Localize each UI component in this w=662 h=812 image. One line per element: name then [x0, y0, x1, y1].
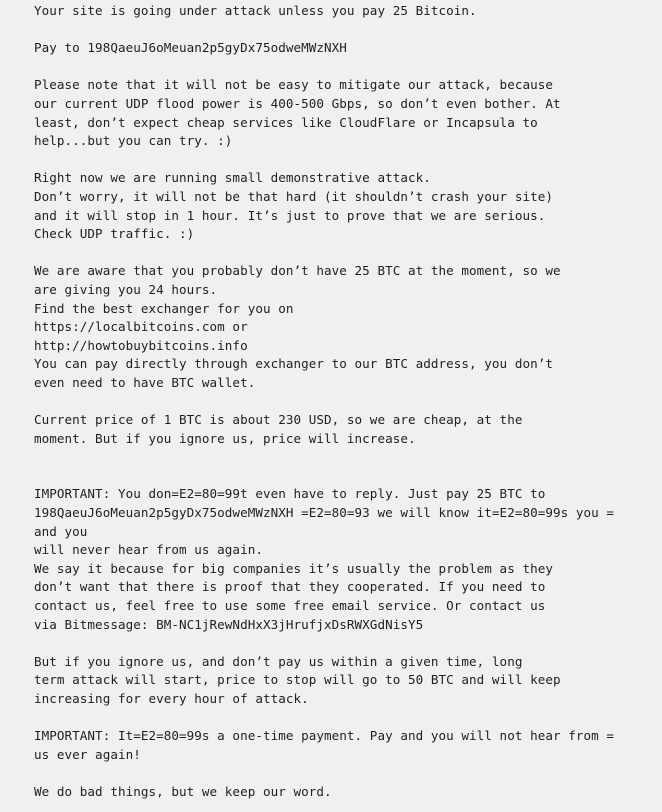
- text-line: even need to have BTC wallet.: [34, 374, 256, 390]
- text-line: and you: [34, 523, 88, 539]
- blank-line: [34, 58, 662, 77]
- text-line: moment. But if you ignore us, price will increase.: [34, 430, 416, 446]
- text-line: Right now we are running small demonstrative attack.: [34, 170, 431, 186]
- url-text: http://howtobuybitcoins.info: [34, 337, 248, 353]
- text-line: You can pay directly through exchanger to our BTC address, you don’t: [34, 356, 553, 372]
- text-line: via Bitmessage: BM-NC1jRewNdHxX3jHrufjxDsRWXGdNisY5: [34, 616, 424, 632]
- text-line: Pay to 198QaeuJ6oMeuan2p5gyDx75odweMWzNXH: [34, 40, 347, 56]
- text-line: Please note that it will not be easy to mitigate our attack, because: [34, 77, 553, 93]
- url-text: https://localbitcoins.com or: [34, 319, 248, 335]
- text-line: IMPORTANT: You don=E2=80=99t even have to reply. Just pay 25 BTC to: [34, 486, 546, 502]
- text-line: us ever again!: [34, 746, 141, 762]
- blank-line: [34, 467, 662, 486]
- text-line: Check UDP traffic. :): [34, 226, 195, 242]
- blank-line: [34, 764, 662, 783]
- text-line: 198QaeuJ6oMeuan2p5gyDx75odweMWzNXH =E2=80=93 we will know it=E2=80=99s you =: [34, 505, 615, 521]
- text-line: IMPORTANT: It=E2=80=99s a one-time payment. Pay and you will not hear from =: [34, 728, 615, 744]
- text-line: are giving you 24 hours.: [34, 281, 218, 297]
- text-line: don’t want that there is proof that they cooperated. If you need to: [34, 579, 546, 595]
- text-line: increasing for every hour of attack.: [34, 690, 309, 706]
- text-line: help...but you can try. :): [34, 133, 233, 149]
- text-line: We do bad things, but we keep our word.: [34, 783, 332, 799]
- text-line: will never hear from us again.: [34, 542, 263, 558]
- blank-line: [34, 392, 662, 411]
- text-line: least, don’t expect cheap services like CloudFlare or Incapsula to: [34, 114, 538, 130]
- text-line: Don’t worry, it will not be that hard (it shouldn’t crash your site): [34, 188, 553, 204]
- text-line: But if you ignore us, and don’t pay us within a given time, long: [34, 653, 523, 669]
- text-line: and it will stop in 1 hour. It’s just to prove that we are serious.: [34, 207, 546, 223]
- text-line: Your site is going under attack unless you pay 25 Bitcoin.: [34, 3, 477, 18]
- blank-line: [34, 151, 662, 170]
- text-line: our current UDP flood power is 400-500 Gbps, so don’t even bother. At: [34, 95, 561, 111]
- blank-line: [34, 244, 662, 263]
- text-line: contact us, feel free to use some free email service. Or contact us: [34, 598, 546, 613]
- blank-line: [34, 634, 662, 653]
- text-line: We are aware that you probably don’t have 25 BTC at the moment, so we: [34, 263, 561, 279]
- blank-line: [34, 21, 662, 40]
- text-line: We say it because for big companies it’s usually the problem as they: [34, 560, 553, 576]
- text-line: Current price of 1 BTC is about 230 USD, so we are cheap, at the: [34, 412, 523, 428]
- blank-line: [34, 709, 662, 728]
- text-line: term attack will start, price to stop will go to 50 BTC and will keep: [34, 672, 561, 688]
- text-line: Find the best exchanger for you on: [34, 300, 294, 316]
- blank-line: [34, 448, 662, 467]
